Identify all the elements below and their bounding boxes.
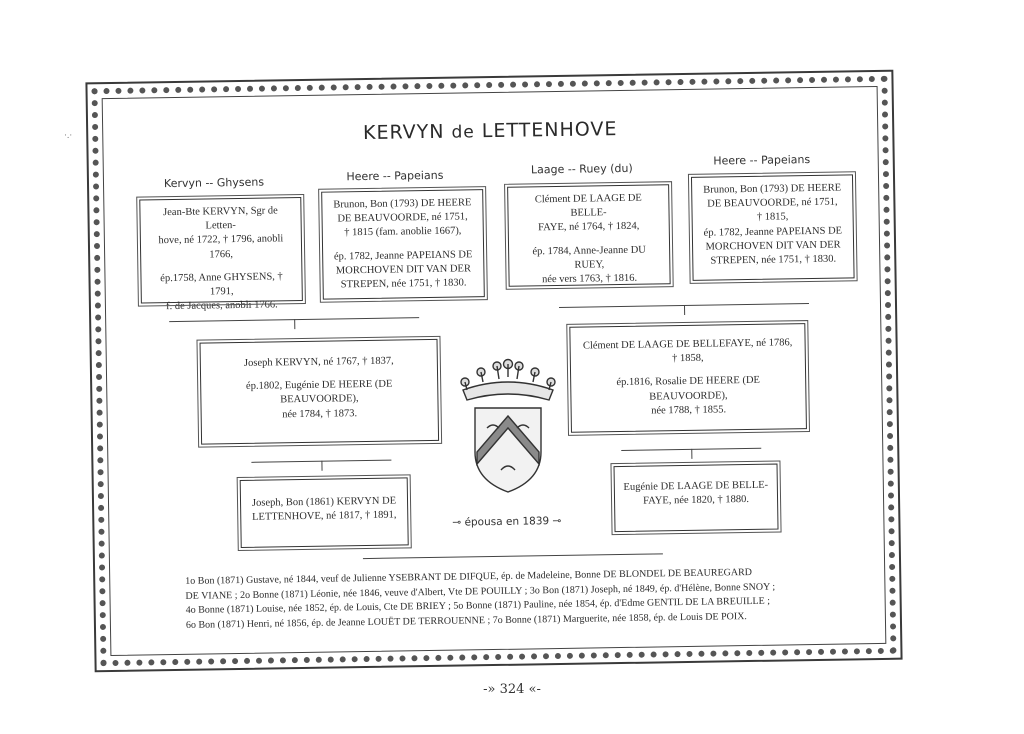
ancestor-box-kervyn: [139, 197, 303, 313]
box-line: Clément DE LAAGE DE BELLE-: [534, 192, 642, 219]
box-line: ép. 1782, Jeanne PAPEIANS DE: [333, 248, 473, 263]
box-line: Brunon, Bon (1793) DE HEERE: [703, 182, 842, 196]
column-heading-3: Laage -- Ruey (du): [530, 161, 633, 177]
box-line: née 1788, † 1855.: [651, 404, 727, 417]
connector-brace: [621, 448, 761, 461]
box-line: Joseph KERVYN, né 1767, † 1837,: [243, 355, 394, 369]
box-line: ép.1816, Rosalie DE HEERE (DE BEAUVOORDE),: [616, 375, 761, 403]
ancestor-box-laage: [507, 184, 671, 287]
box-line: hove, né 1722, † 1796, anobli: [158, 233, 284, 247]
box-line: DE BEAUVOORDE, né 1751,: [707, 196, 838, 210]
title-main: KERVYN: [362, 120, 445, 145]
column-heading-4: Heere -- Papeians: [713, 153, 811, 168]
box-line: Jean-Bte KERVYN, Sgr de Letten-: [163, 205, 278, 232]
box-line: f. de Jacques, anobli 1766.: [166, 299, 278, 313]
box-line: STREPEN, née 1751, † 1830.: [340, 277, 467, 291]
box-line: DE BEAUVOORDE, né 1751,: [337, 211, 468, 225]
box-line: Brunon, Bon (1793) DE HEERE: [333, 197, 472, 211]
box-line: FAYE, né 1764, † 1824,: [538, 221, 640, 234]
ancestor-box-heere-2: [691, 174, 855, 281]
box-line: née vers 1763, † 1816.: [541, 272, 638, 286]
box-line: Eugénie DE LAAGE DE BELLE-: [623, 479, 769, 493]
box-line: † 1815 (fam. anoblie 1667),: [344, 225, 462, 239]
parents-box-laage: [569, 323, 807, 433]
stray-mark: ·.·: [64, 130, 73, 140]
children-line: 6o Bon (1871) Henri, né 1856, ép. de Jeanne LOUËT DE TERROUENNE ; 7o Bonne (1871) Marguerite, née 1858, ép. de Louis DE POIX.: [185, 610, 747, 631]
box-line: † 1815,: [756, 211, 789, 224]
box-line: ép. 1784, Anne-Jeanne DU RUEY,: [532, 244, 646, 271]
title-surname: LETTENHOVE: [481, 118, 618, 143]
box-line: ép. 1782, Jeanne PAPEIANS DE: [703, 225, 843, 239]
ancestor-box-heere-1: [321, 189, 485, 300]
marriage-text: épousa en 1839: [464, 515, 550, 529]
box-line: Joseph, Bon (1861) KERVYN DE: [251, 495, 397, 509]
title-connector: de: [451, 122, 475, 143]
box-line: FAYE, née 1820, † 1880.: [643, 494, 750, 507]
box-line: † 1858,: [671, 352, 704, 365]
couple-box-joseph: [240, 477, 409, 548]
box-line: Clément DE LAAGE DE BELLEFAYE, né 1786,: [582, 337, 793, 352]
children-line: 4o Bonne (1871) Louise, née 1852, ép. de Louis, Cte DE BRIEY ; 5o Bonne (1871) Pauline, née 1854, ép. d'Edme GENTIL DE LA BREUILLE ;: [185, 595, 771, 616]
box-line: ép.1758, Anne GHYSENS, † 1791,: [160, 270, 283, 298]
children-line: 1o Bon (1871) Gustave, né 1844, veuf de Julienne YSEBRANT DE DIFQUE, ép. de Madeleine, Bonne DE BLONDEL DE BEAUREGARD: [185, 566, 753, 587]
couple-box-eugenie: [614, 464, 779, 533]
coat-of-arms-icon: [453, 352, 563, 497]
box-line: 1766,: [209, 248, 234, 260]
column-heading-2: Heere -- Papeians: [346, 168, 444, 184]
box-line: LETTENHOVE, né 1817, † 1891,: [251, 509, 397, 523]
box-line: MORCHOVEN DIT VAN DER: [705, 239, 841, 253]
page-number: -» 324 «-: [483, 682, 541, 697]
children-line: DE VIANE ; 2o Bonne (1871) Léonie, née 1846, veuve d'Albert, Vte DE POUILLY ; 3o Bon (1871) Joseph, né 1849, ép. d'Hélène, Bonne SNOY ;: [185, 581, 776, 602]
box-line: STREPEN, née 1751, † 1830.: [710, 253, 837, 267]
box-line: MORCHOVEN DIT VAN DER: [335, 263, 472, 277]
connector-brace: [251, 460, 391, 473]
box-line: ép.1802, Eugénie DE HEERE (DE BEAUVOORDE),: [245, 378, 393, 406]
column-heading-1: Kervyn -- Ghysens: [163, 175, 265, 191]
ornament-right-icon: ⊸: [552, 514, 562, 528]
box-line: née 1784, † 1873.: [282, 407, 358, 420]
ornament-left-icon: ⊸: [452, 516, 465, 529]
children-list: [185, 565, 826, 633]
parents-box-kervyn: [200, 339, 440, 445]
marriage-note: [452, 515, 561, 529]
